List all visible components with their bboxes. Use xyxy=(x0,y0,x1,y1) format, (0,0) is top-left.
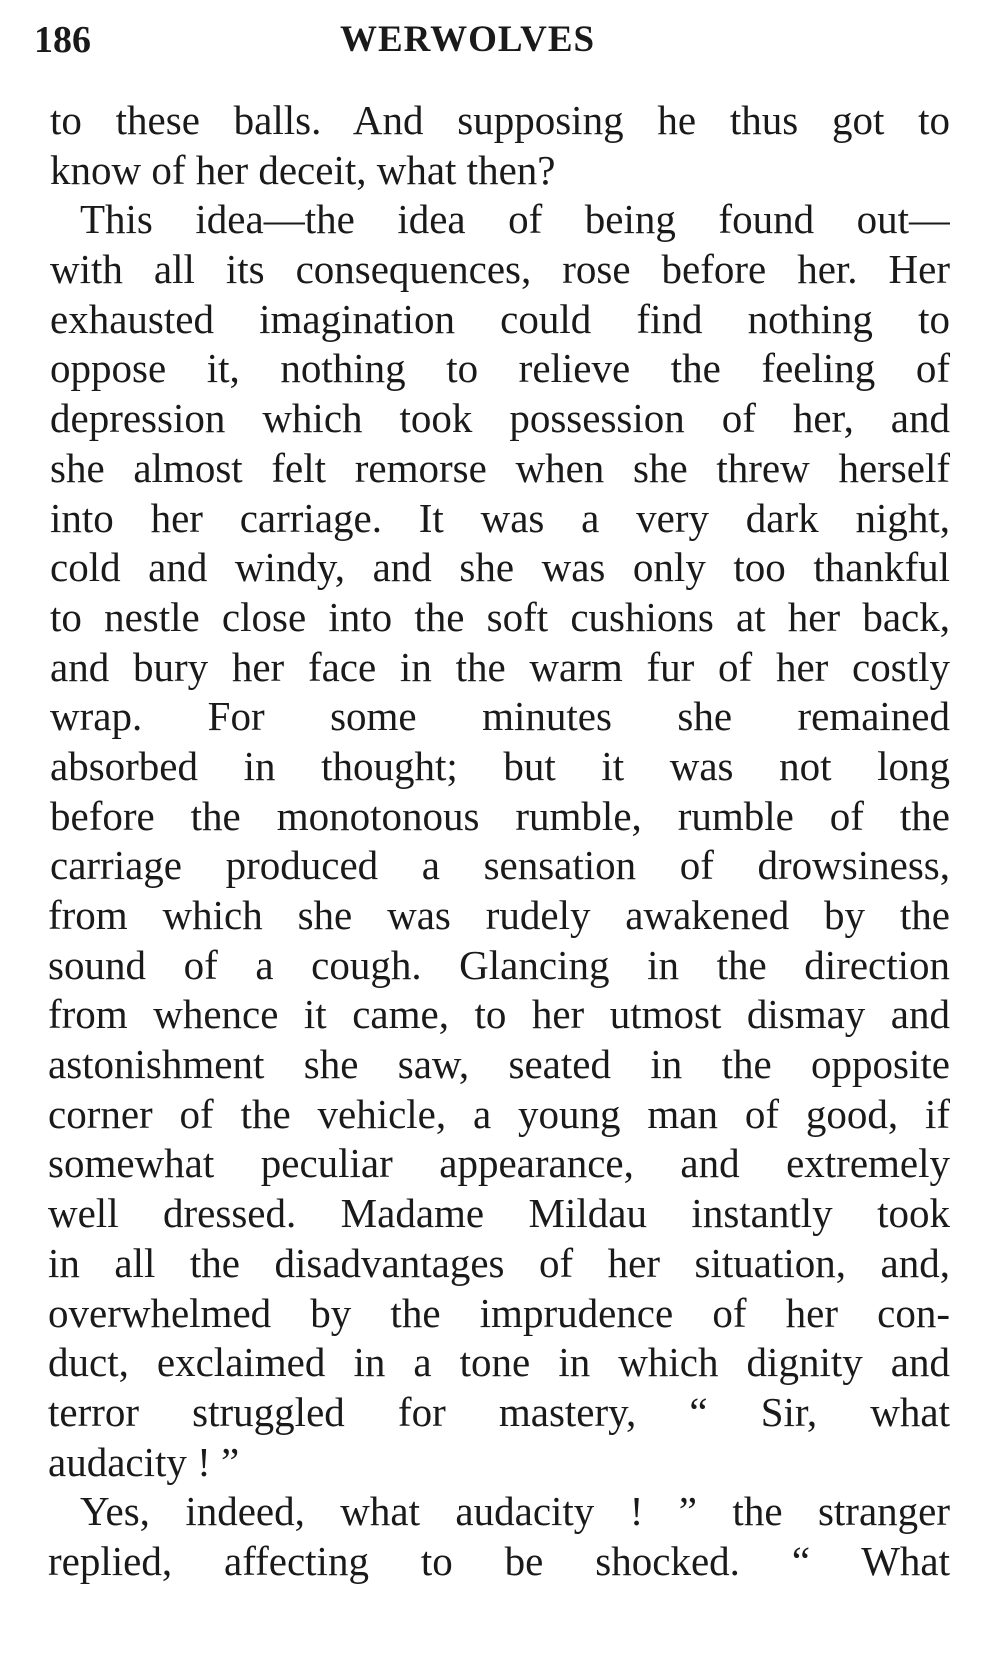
text-line: sound of a cough. Glancing in the direction xyxy=(48,941,950,988)
text-line: audacity ! ” xyxy=(48,1438,240,1485)
text-line: before the monotonous rumble, rumble of the xyxy=(50,792,950,839)
text-line: she almost felt remorse when she threw herself xyxy=(50,444,950,491)
body-text xyxy=(30,96,950,1587)
paragraph-first-line: Yes, indeed, what audacity ! ” the stranger xyxy=(80,1488,950,1535)
text-line: corner of the vehicle, a young man of good, if xyxy=(48,1090,950,1137)
text-line: cold and windy, and she was only too thankful xyxy=(50,544,950,591)
page-header xyxy=(34,10,940,70)
text-line: astonishment she saw, seated in the opposite xyxy=(48,1041,950,1088)
text-line: overwhelmed by the imprudence of her con- xyxy=(48,1289,950,1336)
text-line: wrap. For some minutes she remained xyxy=(50,693,950,740)
running-head: WERWOLVES xyxy=(340,19,596,60)
text-line: somewhat peculiar appearance, and extremely xyxy=(48,1140,950,1187)
text-line: oppose it, nothing to relieve the feeling of xyxy=(50,345,950,392)
text-line: from which she was rudely awakened by the xyxy=(48,892,950,938)
text-line: exhausted imagination could find nothing to xyxy=(50,295,950,342)
text-line: absorbed in thought; but it was not long xyxy=(50,742,950,789)
text-line: replied, affecting to be shocked. “ What xyxy=(48,1537,950,1584)
text-line: and bury her face in the warm fur of her costly xyxy=(50,643,950,690)
text-line: to nestle close into the soft cushions at her back, xyxy=(50,593,950,640)
page-number: 186 xyxy=(34,19,91,61)
text-line: well dressed. Madame Mildau instantly took xyxy=(48,1190,950,1237)
text-line: terror struggled for mastery, “ Sir, what xyxy=(48,1388,950,1435)
text-line: carriage produced a sensation of drowsiness, xyxy=(50,842,950,889)
text-line: from whence it came, to her utmost dismay and xyxy=(48,991,950,1038)
text-line: into her carriage. It was a very dark night, xyxy=(50,494,950,541)
text-line: to these balls. And supposing he thus got to xyxy=(50,97,950,143)
text-line: with all its consequences, rose before her. Her xyxy=(50,246,950,293)
text-line: know of her deceit, what then? xyxy=(50,146,556,193)
text-line: depression which took possession of her, and xyxy=(50,395,950,442)
text-line: in all the disadvantages of her situation, and, xyxy=(48,1239,950,1286)
text-line: duct, exclaimed in a tone in which dignity and xyxy=(48,1339,950,1386)
paragraph-first-line: This idea—the idea of being found out— xyxy=(80,196,950,243)
